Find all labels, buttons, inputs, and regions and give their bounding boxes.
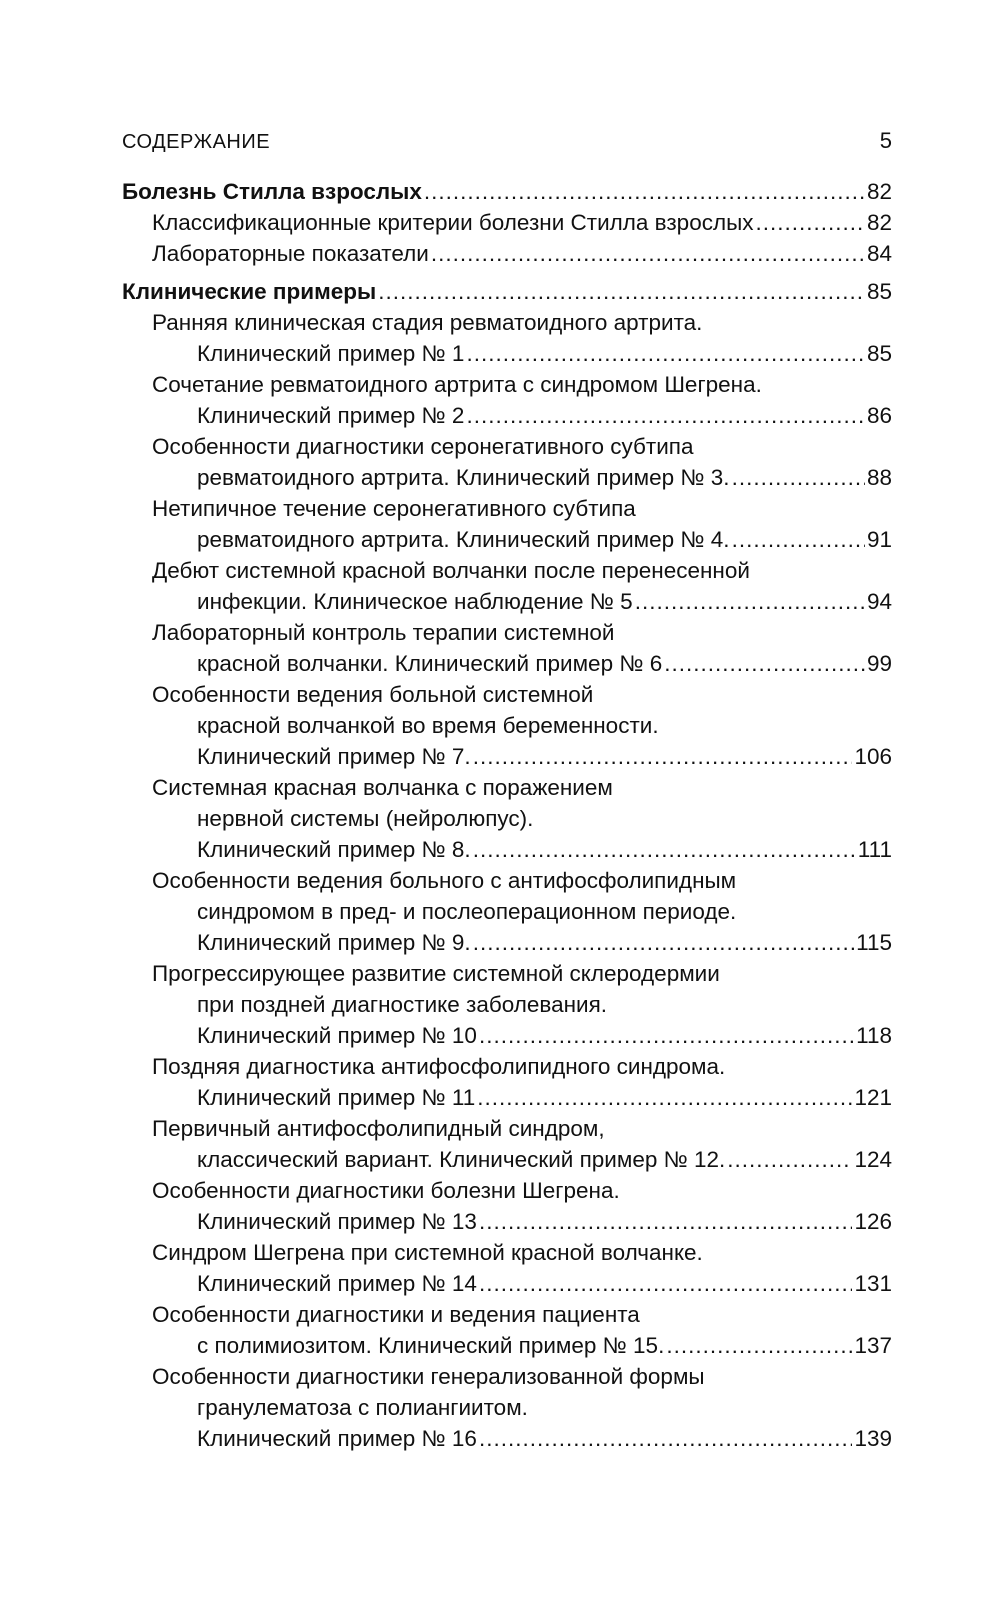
toc-entry-last-line [152,400,892,431]
dot-leader [635,586,865,617]
toc-entry-last-line [152,586,892,617]
dot-leader [664,648,865,679]
toc-entry[interactable] [122,1299,892,1361]
toc-entry[interactable] [122,772,892,865]
dot-leader [479,1206,853,1237]
toc-section-heading[interactable] [122,276,892,307]
toc-entry-last-line [152,238,892,269]
entry-text: Первичный антифосфолипидный синдром, [152,1116,605,1141]
entry-text: Классификационные критерии болезни Стилла взрослых [152,210,754,235]
entry-text: Лабораторный контроль терапии системной [152,620,615,645]
entry-page: 139 [854,1426,892,1451]
toc-entry-last-line [152,462,892,493]
entry-text: Клинический пример № 7. [197,744,471,769]
entry-page: 126 [854,1209,892,1234]
running-header [122,128,892,154]
toc-entry[interactable] [122,431,892,493]
entry-text: Сочетание ревматоидного артрита с синдромом Шегрена. [152,372,762,397]
entry-text: красной волчанки. Клинический пример № 6 [197,651,663,676]
toc-entry[interactable] [122,307,892,369]
toc-entry-last-line [152,927,892,958]
entry-text: Особенности ведения больной системной [152,682,594,707]
entry-page: 115 [856,930,892,955]
entry-text: Клинический пример № 1 [197,341,465,366]
entry-page: 84 [866,241,892,266]
entry-text: нервной системы (нейролюпус). [197,806,534,831]
section-page: 82 [866,179,892,204]
entry-text: при поздней диагностике заболевания. [197,992,608,1017]
entry-page: 121 [854,1085,892,1110]
dot-leader [473,834,856,865]
toc-entry[interactable] [122,555,892,617]
toc-entry[interactable] [122,493,892,555]
entry-text: Клинический пример № 11 [197,1085,476,1110]
entry-text: Клинический пример № 10 [197,1023,477,1048]
entry-text: Особенности диагностики генерализованной формы [152,1364,705,1389]
table-of-contents [122,176,892,1454]
entry-text: Особенности диагностики и ведения пациента [152,1302,640,1327]
toc-entry-last-line [152,338,892,369]
entry-text: Синдром Шегрена при системной красной волчанке. [152,1240,703,1265]
entry-text: ревматоидного артрита. Клинический пример № 3. [197,465,730,490]
entry-page: 91 [866,527,892,552]
entry-text: красной волчанкой во время беременности. [197,713,659,738]
toc-entry-last-line [152,1268,892,1299]
entry-page: 131 [854,1271,892,1296]
toc-entry-last-line [152,834,892,865]
entry-text: Клинический пример № 9. [197,930,471,955]
entry-text: Особенности диагностики болезни Шегрена. [152,1178,620,1203]
dot-leader [473,927,854,958]
entry-page: 106 [854,744,892,769]
entry-page: 82 [866,210,892,235]
dot-leader [732,524,865,555]
entry-page: 86 [866,403,892,428]
running-header-title: СОДЕРЖАНИЕ [122,131,271,153]
toc-entry-last-line [152,1330,892,1361]
entry-page: 94 [866,589,892,614]
dot-leader [732,462,865,493]
entry-text: гранулематоза с полиангиитом. [197,1395,528,1420]
toc-entry-last-line [152,1082,892,1113]
toc-entry-last-line [152,741,892,772]
entry-text: Поздняя диагностика антифосфолипидного синдрома. [152,1054,726,1079]
entry-text: синдромом в пред- и послеоперационном периоде. [197,899,737,924]
toc-entry[interactable] [122,1361,892,1454]
entry-page: 118 [856,1023,892,1048]
entry-text: Прогрессирующее развитие системной склеродермии [152,961,720,986]
entry-text: классический вариант. Клинический пример № 12. [197,1147,726,1172]
entry-text-continued [152,896,892,927]
toc-entry-last-line [152,1206,892,1237]
toc-entry-last-line [152,1423,892,1454]
toc-entry[interactable] [122,1237,892,1299]
entry-text: Системная красная волчанка с поражением [152,775,613,800]
toc-entry[interactable] [122,617,892,679]
dot-leader [479,1020,854,1051]
entry-text: Клинический пример № 16 [197,1426,477,1451]
toc-entry[interactable] [122,238,892,269]
entry-page: 124 [854,1147,892,1172]
toc-entry[interactable] [122,1051,892,1113]
entry-page: 137 [854,1333,892,1358]
dot-leader [431,238,865,269]
entry-text-continued [152,1392,892,1423]
entry-text: инфекции. Клиническое наблюдение № 5 [197,589,633,614]
entry-text-continued [152,989,892,1020]
entry-text: Ранняя клиническая стадия ревматоидного артрита. [152,310,703,335]
entry-text: Особенности диагностики серонегативного субтипа [152,434,694,459]
dot-leader [378,276,865,307]
entry-page: 85 [866,341,892,366]
toc-entry[interactable] [122,865,892,958]
toc-section-heading[interactable] [122,176,892,207]
dot-leader [477,1082,852,1113]
entry-text: Клинический пример № 14 [197,1271,477,1296]
dot-leader [473,741,853,772]
dot-leader [466,338,865,369]
entry-text-continued [152,803,892,834]
dot-leader [466,400,865,431]
dot-leader [727,1144,852,1175]
dot-leader [756,207,865,238]
toc-entry-last-line [152,1020,892,1051]
section-title: Клинические примеры [122,279,377,304]
toc-entry[interactable] [122,679,892,772]
entry-text: Нетипичное течение серонегативного субтипа [152,496,636,521]
toc-entry[interactable] [122,369,892,431]
entry-text: Дебют системной красной волчанки после перенесенной [152,558,750,583]
toc-entry-last-line [152,1144,892,1175]
entry-page: 99 [866,651,892,676]
entry-text: с полимиозитом. Клинический пример № 15. [197,1333,665,1358]
toc-entry[interactable] [122,207,892,238]
section-title: Болезнь Стилла взрослых [122,179,422,204]
toc-entry-last-line [152,648,892,679]
toc-entry[interactable] [122,1113,892,1175]
entry-text: Клинический пример № 8. [197,837,471,862]
toc-entry[interactable] [122,1175,892,1237]
entry-text: Клинический пример № 2 [197,403,465,428]
entry-text-continued [152,710,892,741]
entry-text: Лабораторные показатели [152,241,429,266]
dot-leader [424,176,865,207]
toc-entry-last-line [152,524,892,555]
section-page: 85 [866,279,892,304]
toc-entry[interactable] [122,958,892,1051]
entry-text: Особенности ведения больного с антифосфолипидным [152,868,737,893]
dot-leader [479,1423,853,1454]
toc-entry-last-line [152,207,892,238]
toc-section [122,176,892,269]
entry-page: 88 [866,465,892,490]
dot-leader [666,1330,852,1361]
entry-text: Клинический пример № 13 [197,1209,477,1234]
entry-text: ревматоидного артрита. Клинический пример № 4. [197,527,730,552]
entry-page: 111 [857,837,892,862]
dot-leader [479,1268,853,1299]
page-number: 5 [879,128,892,153]
toc-section [122,276,892,1454]
